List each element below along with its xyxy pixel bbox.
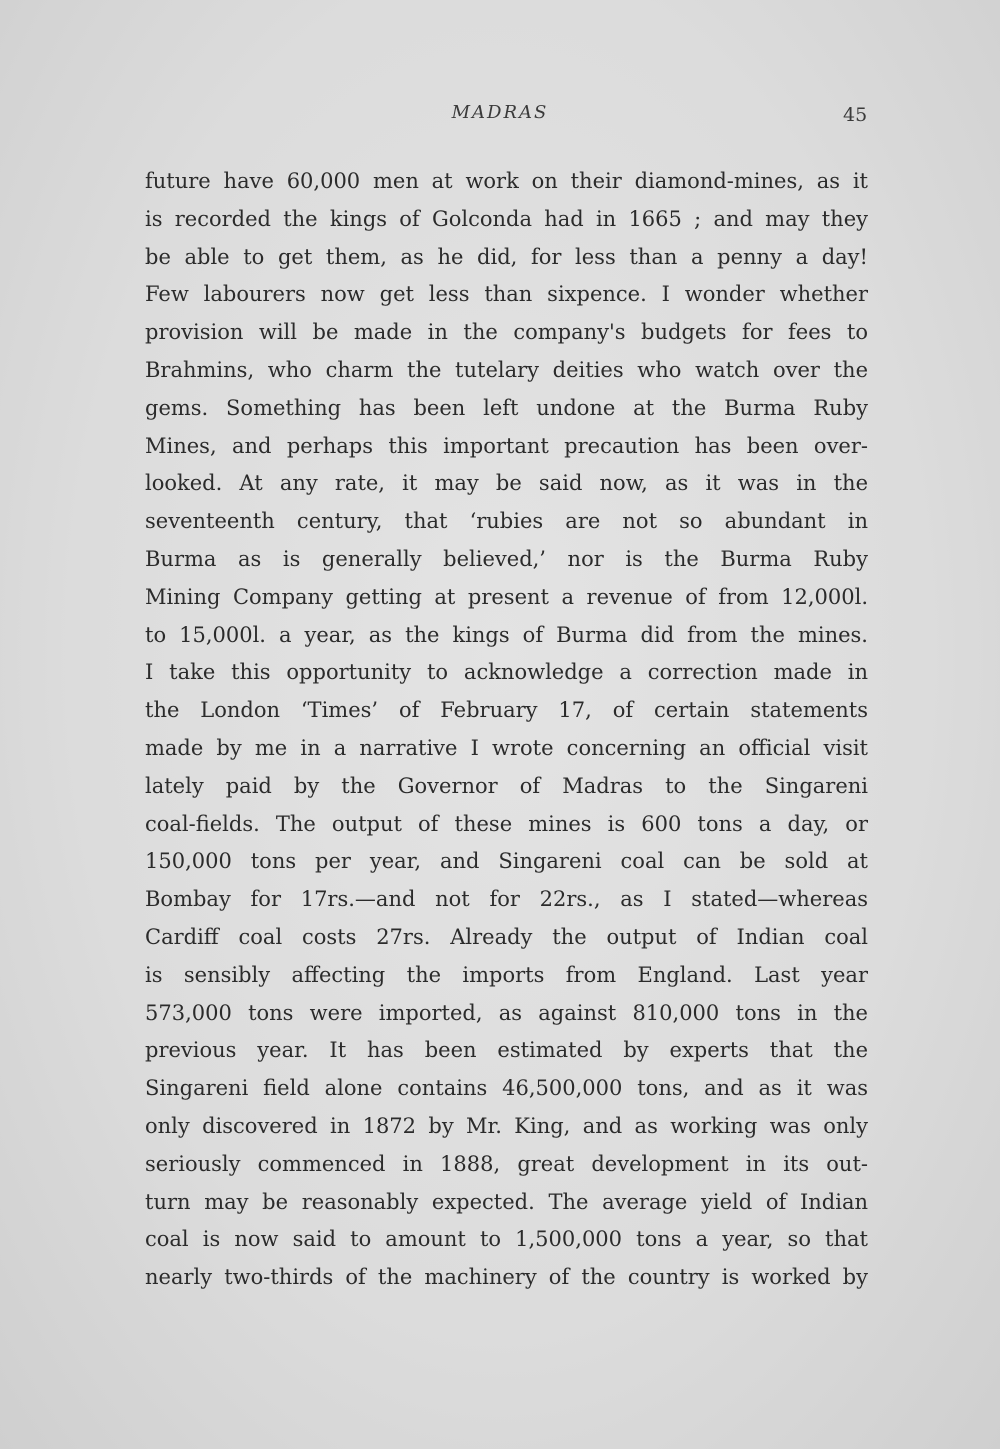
text-line: Few labourers now get less than sixpence. I wonder whether — [145, 282, 868, 307]
body-text — [145, 163, 868, 1297]
text-line: previous year. It has been estimated by experts that the — [145, 1038, 868, 1063]
text-line: nearly two-thirds of the machinery of the country is worked by — [145, 1265, 868, 1290]
text-line: 573,000 tons were imported, as against 810,000 tons in the — [145, 1000, 868, 1025]
text-line: I take this opportunity to acknowledge a correction made in — [145, 660, 868, 685]
text-line: Brahmins, who charm the tutelary deities who watch over the — [145, 357, 868, 382]
text-line: Cardiff coal costs 27rs. Already the output of Indian coal — [145, 924, 868, 949]
text-line: coal-fields. The output of these mines is 600 tons a day, or — [145, 811, 868, 836]
text-line: is recorded the kings of Golconda had in 1665 ; and may they — [145, 206, 868, 231]
text-line: 150,000 tons per year, and Singareni coal can be sold at — [145, 849, 868, 874]
text-line: Burma as is generally believed,’ nor is the Burma Ruby — [145, 546, 868, 571]
text-line: looked. At any rate, it may be said now, as it was in the — [145, 471, 868, 496]
text-line: Singareni field alone contains 46,500,000 tons, and as it was — [145, 1076, 868, 1101]
page-number: 45 — [843, 104, 868, 126]
text-line: gems. Something has been left undone at the Burma Ruby — [145, 395, 868, 420]
text-line: Mining Company getting at present a revenue of from 12,000l. — [145, 584, 868, 609]
text-line: only discovered in 1872 by Mr. King, and as working was only — [145, 1113, 868, 1138]
text-line: seriously commenced in 1888, great development in its out- — [145, 1151, 868, 1176]
text-line: the London ‘Times’ of February 17, of certain statements — [145, 698, 868, 723]
running-title: MADRAS — [451, 102, 549, 123]
running-head — [0, 100, 1000, 130]
text-line: turn may be reasonably expected. The average yield of Indian — [145, 1189, 868, 1214]
text-line: Bombay for 17rs.—and not for 22rs., as I stated—whereas — [145, 887, 868, 912]
text-line: future have 60,000 men at work on their diamond-mines, as it — [145, 169, 868, 193]
text-line: provision will be made in the company's budgets for fees to — [145, 320, 868, 345]
text-line: coal is now said to amount to 1,500,000 tons a year, so that — [145, 1227, 868, 1252]
text-line: is sensibly affecting the imports from England. Last year — [145, 962, 868, 987]
text-line: Mines, and perhaps this important precaution has been over- — [145, 433, 868, 458]
text-line: be able to get them, as he did, for less than a penny a day! — [145, 244, 868, 269]
text-line: to 15,000l. a year, as the kings of Burma did from the mines. — [145, 622, 868, 647]
text-line: seventeenth century, that ‘rubies are not so abundant in — [145, 509, 868, 534]
text-line: lately paid by the Governor of Madras to the Singareni — [145, 773, 868, 798]
text-line: made by me in a narrative I wrote concerning an official visit — [145, 735, 868, 760]
